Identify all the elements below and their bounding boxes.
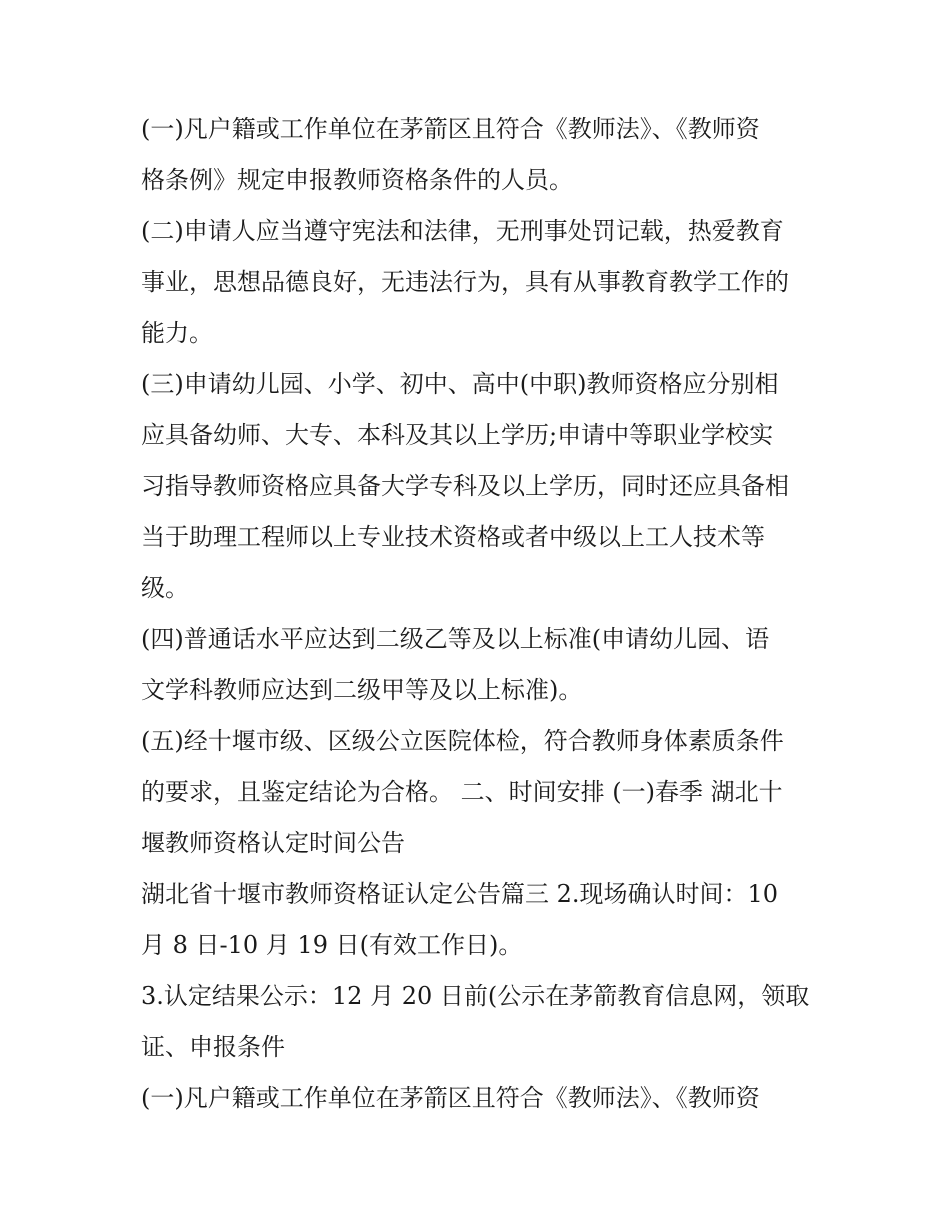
text-line: 习指导教师资格应具备大学专科及以上学历，同时还应具备相 bbox=[141, 472, 789, 500]
text-line: 堰教师资格认定时间公告 bbox=[141, 829, 405, 857]
text-line: 的要求，且鉴定结论为合格。 二、时间安排 (一)春季 湖北十 bbox=[141, 778, 783, 806]
text-line: (四)普通话水平应达到二级乙等及以上标准(申请幼儿园、语 bbox=[141, 625, 770, 653]
paragraph-8 bbox=[141, 1073, 821, 1124]
text-line: 应具备幼师、大专、本科及其以上学历;申请中等职业学校实 bbox=[141, 421, 774, 449]
text-line: (一)凡户籍或工作单位在茅箭区且符合《教师法》、《教师资 bbox=[141, 1084, 760, 1112]
document-body bbox=[141, 104, 821, 1124]
text-line: 格条例》规定申报教师资格条件的人员。 bbox=[141, 166, 573, 194]
paragraph-2 bbox=[141, 206, 821, 359]
paragraph-1 bbox=[141, 104, 821, 206]
paragraph-7 bbox=[141, 971, 821, 1073]
paragraph-6 bbox=[141, 869, 821, 971]
text-line: 能力。 bbox=[141, 319, 213, 347]
paragraph-5 bbox=[141, 716, 821, 869]
text-line: 3.认定结果公示：12 月 20 日前(公示在茅箭教育信息网，领取 bbox=[141, 982, 810, 1010]
text-line: 事业，思想品德良好，无违法行为，具有从事教育教学工作的 bbox=[141, 268, 789, 296]
text-line: 当于助理工程师以上专业技术资格或者中级以上工人技术等 bbox=[141, 523, 765, 551]
text-line: (三)申请幼儿园、小学、初中、高中(中职)教师资格应分别相 bbox=[141, 370, 779, 398]
text-line: (一)凡户籍或工作单位在茅箭区且符合《教师法》、《教师资 bbox=[141, 115, 760, 143]
text-line: 湖北省十堰市教师资格证认定公告篇三 2.现场确认时间：10 bbox=[141, 880, 779, 908]
text-line: 月 8 日-10 月 19 日(有效工作日)。 bbox=[141, 931, 523, 959]
text-line: (二)申请人应当遵守宪法和法律，无刑事处罚记载，热爱教育 bbox=[141, 217, 784, 245]
text-line: (五)经十堰市级、区级公立医院体检，符合教师身体素质条件 bbox=[141, 727, 784, 755]
text-line: 证、申报条件 bbox=[141, 1033, 285, 1061]
text-line: 级。 bbox=[141, 574, 189, 602]
paragraph-3 bbox=[141, 359, 821, 614]
text-line: 文学科教师应达到二级甲等及以上标准)。 bbox=[141, 676, 583, 704]
paragraph-4 bbox=[141, 614, 821, 716]
